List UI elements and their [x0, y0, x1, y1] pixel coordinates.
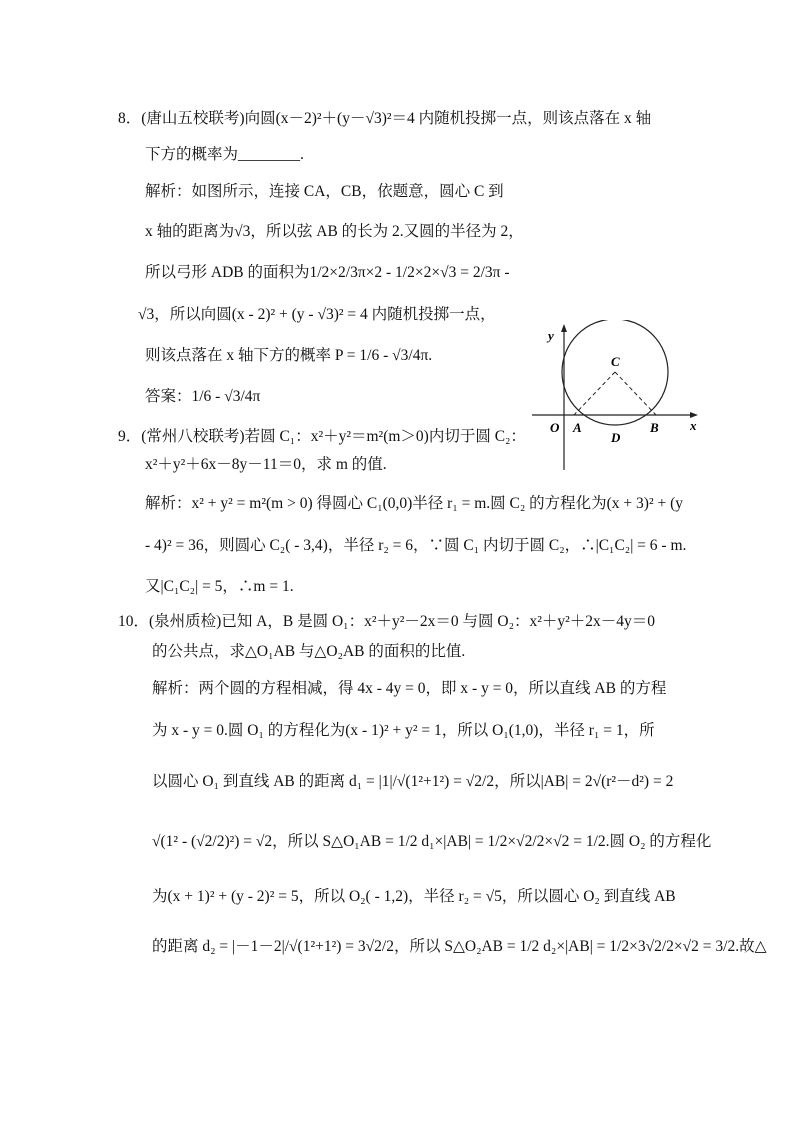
problem-8-line-2: 下方的概率为________.: [145, 146, 304, 163]
solution-9-line-3: 又|C₁C₂| = 5，∴m = 1.: [145, 578, 294, 595]
solution-10-line-6: 的距离 d₂ = |－1－2|/√(1²+1²) = 3√2/2，所以 S△O₂AB = 1/2 d₂×|AB| = 1/2×3√2/2×√2 = 3/2.故△: [152, 938, 767, 955]
problem-9-line-1: 9．(常州八校联考)若圆 C₁：x²＋y²＝m²(m＞0)内切于圆 C₂：: [118, 428, 526, 445]
solution-8-line-5: 则该点落在 x 轴下方的概率 P = 1/6 - √3/4π.: [145, 347, 433, 364]
problem-10-line-2: 的公共点，求△O₁AB 与△O₂AB 的面积的比值.: [152, 643, 466, 660]
problem-9-line-2: x²＋y²＋6x－8y－11＝0，求 m 的值.: [145, 456, 387, 473]
solution-8-line-4: √3，所以向圆(x - 2)² + (y - √3)² = 4 内随机投掷一点，: [138, 306, 496, 323]
label-a: A: [573, 420, 582, 435]
label-o: O: [550, 420, 560, 435]
solution-9-line-2: - 4)² = 36，则圆心 C₂( - 3,4)，半径 r₂ = 6，∵圆 C₁ 内切于圆 C₂，∴|C₁C₂| = 6 - m.: [145, 537, 687, 554]
solution-10-line-1: 解析：两个圆的方程相减，得 4x - 4y = 0，即 x - y = 0，所以直线 AB 的方程: [152, 680, 667, 697]
solution-8-line-3: 所以弓形 ADB 的面积为1/2×2/3π×2 - 1/2×2×√3 = 2/3π -: [145, 264, 510, 281]
solution-10-line-3: 以圆心 O₁ 到直线 AB 的距离 d₁ = |1|/√(1²+1²) = √2/2，所以|AB| = 2√(r²－d²) = 2: [152, 773, 674, 790]
segment-ca: [574, 372, 615, 415]
label-y: y: [548, 328, 554, 343]
label-b: B: [650, 420, 659, 435]
solution-10-line-2: 为 x - y = 0.圆 O₁ 的方程化为(x - 1)² + y² = 1，所以 O₁(1,0)，半径 r₁ = 1，所: [152, 722, 655, 739]
circle-figure: [530, 320, 710, 475]
solution-8-line-2: x 轴的距离为√3，所以弦 AB 的长为 2.又圆的半径为 2，: [145, 223, 524, 240]
label-d: D: [611, 430, 621, 445]
solution-8-line-1: 解析：如图所示，连接 CA，CB，依题意，圆心 C 到: [145, 183, 504, 200]
label-x: x: [690, 418, 697, 433]
problem-8-line-1: 8．(唐山五校联考)向圆(x－2)²＋(y－√3)²＝4 内随机投掷一点，则该点落在 x 轴: [118, 110, 652, 127]
y-axis-arrow: [561, 324, 567, 332]
solution-9-line-1: 解析：x² + y² = m²(m > 0) 得圆心 C₁(0,0)半径 r₁ = m.圆 C₂ 的方程化为(x + 3)² + (y: [145, 495, 684, 512]
problem-10-line-1: 10．(泉州质检)已知 A，B 是圆 O₁：x²＋y²－2x＝0 与圆 O₂：x²＋y²＋2x－4y＝0: [118, 613, 656, 630]
answer-8: 答案：1/6 - √3/4π: [145, 388, 261, 405]
label-c: C: [611, 354, 620, 369]
segment-cb: [615, 372, 656, 415]
solution-10-line-5: 为(x + 1)² + (y - 2)² = 5，所以 O₂( - 1,2)，半径 r₂ = √5，所以圆心 O₂ 到直线 AB: [152, 888, 676, 905]
solution-10-line-4: √(1² - (√2/2)²) = √2，所以 S△O₁AB = 1/2 d₁×|AB| = 1/2×√2/2×√2 = 1/2.圆 O₂ 的方程化: [152, 833, 712, 850]
